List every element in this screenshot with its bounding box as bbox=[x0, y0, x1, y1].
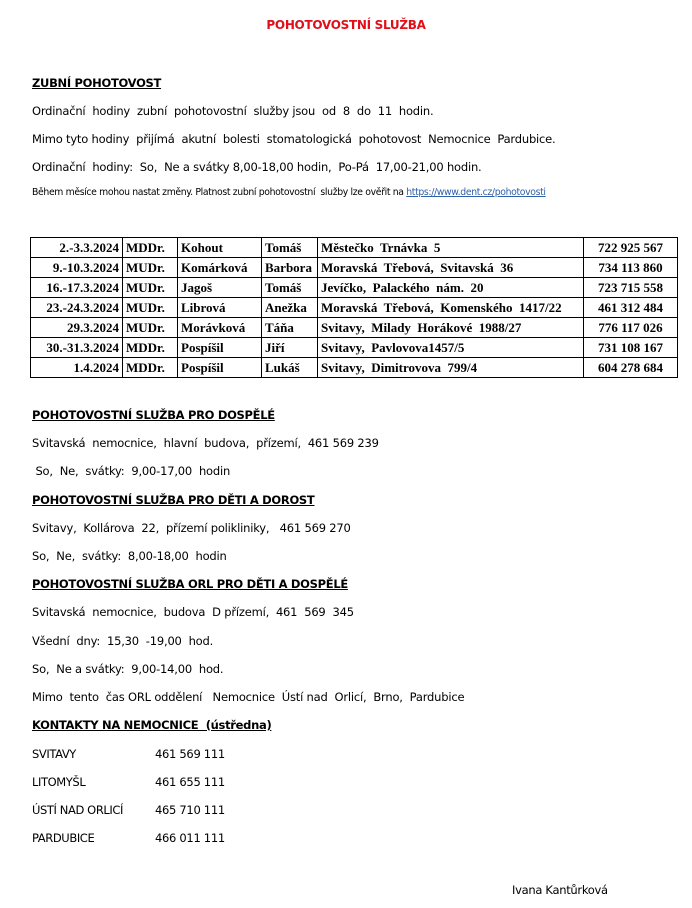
contacts-heading: KONTAKTY NA NEMOCNICE (ústředna) bbox=[32, 718, 272, 732]
schedule-row bbox=[31, 238, 678, 258]
schedule-row bbox=[31, 278, 678, 298]
contact-name: ÚSTÍ NAD ORLICÍ bbox=[32, 803, 124, 817]
address-cell: Jevíčko, Palackého nám. 20 bbox=[318, 278, 584, 298]
schedule-row bbox=[31, 318, 678, 338]
first-name-cell: Anežka bbox=[262, 298, 318, 318]
page-title: POHOTOVOSTNÍ SLUŽBA bbox=[266, 18, 426, 32]
address-cell: Městečko Trnávka 5 bbox=[318, 238, 584, 258]
dental-heading: ZUBNÍ POHOTOVOST bbox=[32, 76, 162, 90]
contact-name: LITOMYŠL bbox=[32, 775, 86, 789]
date-cell: 29.3.2024 bbox=[31, 318, 123, 338]
address-cell: Moravská Třebová, Svitavská 36 bbox=[318, 258, 584, 278]
phone-cell: 723 715 558 bbox=[584, 278, 678, 298]
first-name-cell: Lukáš bbox=[262, 358, 318, 378]
title-cell: MDDr. bbox=[123, 238, 178, 258]
phone-cell: 776 117 026 bbox=[584, 318, 678, 338]
orl-weekend-hours: So, Ne a svátky: 9,00-14,00 hod. bbox=[32, 662, 224, 676]
surname-cell: Morávková bbox=[178, 318, 262, 338]
surname-cell: Komárková bbox=[178, 258, 262, 278]
phone-cell: 461 312 484 bbox=[584, 298, 678, 318]
date-cell: 2.-3.3.2024 bbox=[31, 238, 123, 258]
adults-heading: POHOTOVOSTNÍ SLUŽBA PRO DOSPĚLÉ bbox=[32, 408, 275, 422]
adults-location: Svitavská nemocnice, hlavní budova, přízemí, 461 569 239 bbox=[32, 436, 379, 450]
orl-weekday-hours: Všední dny: 15,30 -19,00 hod. bbox=[32, 634, 214, 648]
address-cell: Moravská Třebová, Komenského 1417/22 bbox=[318, 298, 584, 318]
signature: Ivana Kantůrková bbox=[512, 883, 608, 897]
first-name-cell: Jiří bbox=[262, 338, 318, 358]
date-cell: 1.4.2024 bbox=[31, 358, 123, 378]
children-heading: POHOTOVOSTNÍ SLUŽBA PRO DĚTI A DOROST bbox=[32, 493, 315, 507]
date-cell: 9.-10.3.2024 bbox=[31, 258, 123, 278]
adults-hours: So, Ne, svátky: 9,00-17,00 hodin bbox=[32, 464, 231, 478]
phone-cell: 604 278 684 bbox=[584, 358, 678, 378]
date-cell: 16.-17.3.2024 bbox=[31, 278, 123, 298]
dental-outside-hours-text: Mimo tyto hodiny přijímá akutní bolesti stomatologická pohotovost Nemocnice Pardubice. bbox=[32, 132, 556, 146]
title-cell: MDDr. bbox=[123, 358, 178, 378]
dent-cz-link[interactable]: https://www.dent.cz/pohotovosti bbox=[406, 187, 546, 198]
surname-cell: Pospíšil bbox=[178, 338, 262, 358]
first-name-cell: Tomáš bbox=[262, 278, 318, 298]
dental-schedule-table bbox=[30, 237, 678, 378]
address-cell: Svitavy, Milady Horákové 1988/27 bbox=[318, 318, 584, 338]
contact-phone: 461 569 111 bbox=[155, 747, 225, 761]
first-name-cell: Tomáš bbox=[262, 238, 318, 258]
date-cell: 23.-24.3.2024 bbox=[31, 298, 123, 318]
schedule-row bbox=[31, 338, 678, 358]
contact-phone: 461 655 111 bbox=[155, 775, 225, 789]
dental-pardubice-hours-text: Ordinační hodiny: So, Ne a svátky 8,00-18,00 hodin, Po-Pá 17,00-21,00 hodin. bbox=[32, 160, 482, 174]
children-location: Svitavy, Kollárova 22, přízemí polikliniky, 461 569 270 bbox=[32, 521, 351, 535]
dental-note bbox=[32, 187, 546, 198]
dental-note-text: Během měsíce mohou nastat změny. Platnost zubní pohotovostní služby lze ověřit na bbox=[32, 187, 407, 198]
contact-phone: 466 011 111 bbox=[155, 831, 225, 845]
schedule-row bbox=[31, 358, 678, 378]
phone-cell: 722 925 567 bbox=[584, 238, 678, 258]
surname-cell: Librová bbox=[178, 298, 262, 318]
address-cell: Svitavy, Dimitrovova 799/4 bbox=[318, 358, 584, 378]
schedule-row bbox=[31, 258, 678, 278]
dental-hours-text: Ordinační hodiny zubní pohotovostní služby jsou od 8 do 11 hodin. bbox=[32, 104, 434, 118]
phone-cell: 734 113 860 bbox=[584, 258, 678, 278]
first-name-cell: Táňa bbox=[262, 318, 318, 338]
surname-cell: Jagoš bbox=[178, 278, 262, 298]
first-name-cell: Barbora bbox=[262, 258, 318, 278]
schedule-row bbox=[31, 298, 678, 318]
title-cell: MUDr. bbox=[123, 298, 178, 318]
orl-location: Svitavská nemocnice, budova D přízemí, 461 569 345 bbox=[32, 605, 354, 619]
title-cell: MUDr. bbox=[123, 258, 178, 278]
title-cell: MDDr. bbox=[123, 338, 178, 358]
contact-name: SVITAVY bbox=[32, 747, 76, 761]
contact-phone: 465 710 111 bbox=[155, 803, 225, 817]
surname-cell: Pospíšil bbox=[178, 358, 262, 378]
address-cell: Svitavy, Pavlovova1457/5 bbox=[318, 338, 584, 358]
contact-name: PARDUBICE bbox=[32, 831, 95, 845]
surname-cell: Kohout bbox=[178, 238, 262, 258]
date-cell: 30.-31.3.2024 bbox=[31, 338, 123, 358]
title-cell: MUDr. bbox=[123, 278, 178, 298]
title-cell: MUDr. bbox=[123, 318, 178, 338]
phone-cell: 731 108 167 bbox=[584, 338, 678, 358]
children-hours: So, Ne, svátky: 8,00-18,00 hodin bbox=[32, 549, 227, 563]
orl-outside-hours: Mimo tento čas ORL oddělení Nemocnice Ústí nad Orlicí, Brno, Pardubice bbox=[32, 690, 465, 704]
orl-heading: POHOTOVOSTNÍ SLUŽBA ORL PRO DĚTI A DOSPĚLÉ bbox=[32, 577, 348, 591]
